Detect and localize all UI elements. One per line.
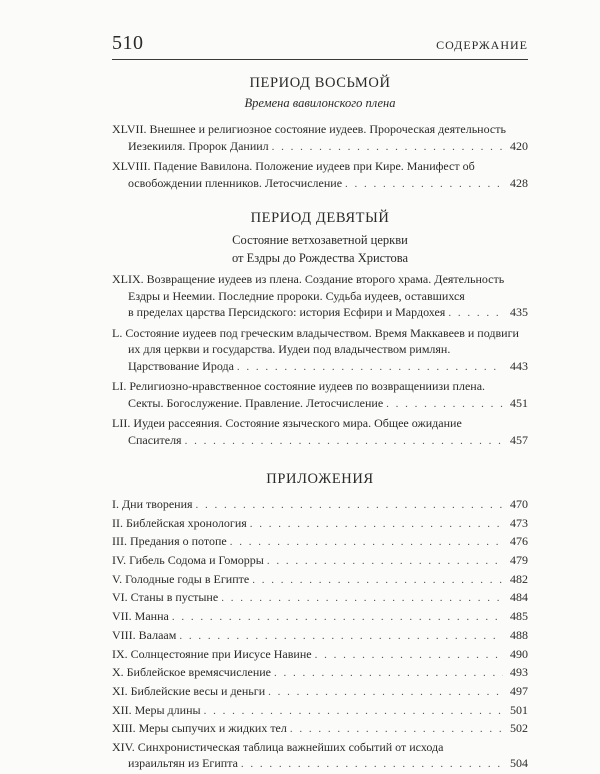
toc-entry-line: XLIX. Возвращение иудеев из плена. Создание второго храма. Деятельность (112, 272, 505, 286)
dot-leader (172, 609, 503, 626)
toc-entry-title: I. Дни творения (112, 497, 193, 511)
dot-leader (267, 553, 503, 570)
toc-entry-title: Царствование Ирода (128, 358, 234, 373)
toc-entry[interactable] (112, 627, 528, 645)
toc-entry-page: 482 (510, 571, 528, 586)
toc-entry[interactable] (112, 552, 528, 570)
dot-leader (196, 497, 503, 514)
toc-entry-line: XLVIII. Падение Вавилона. Положение иудеев при Кире. Манифест об (112, 159, 475, 173)
toc-entry-page: 484 (510, 590, 528, 605)
period-eight-section (112, 75, 528, 192)
toc-entry-title: израильтян из Египта (128, 756, 238, 771)
toc-entry-last-line (112, 138, 528, 156)
toc-entry-last-line (112, 702, 528, 720)
toc-entry-page: 457 (510, 432, 528, 447)
toc-entry-page: 497 (510, 683, 528, 698)
period-nine-subtitle-2: от Ездры до Рождества Христова (231, 251, 409, 265)
toc-entry-page: 490 (510, 646, 528, 661)
dot-leader (221, 590, 503, 607)
toc-entry-page: 493 (510, 665, 528, 680)
toc-entry[interactable] (112, 646, 528, 664)
dot-leader (268, 684, 503, 701)
toc-entry-page: 476 (510, 534, 528, 549)
toc-entry[interactable] (112, 589, 528, 607)
toc-entry[interactable] (112, 571, 528, 589)
toc-entry-last-line (112, 395, 528, 413)
toc-entry[interactable] (112, 325, 528, 376)
toc-entry-last-line (112, 496, 528, 514)
period-nine-section (112, 210, 528, 449)
period-nine-entries (112, 271, 528, 449)
page-number: 510 (112, 32, 144, 54)
toc-entry-line: LII. Иудеи рассеяния. Состояние языческого мира. Общее ожидание (112, 416, 462, 430)
dot-leader (185, 433, 503, 450)
appendices-entries (112, 496, 528, 773)
toc-entry-page: 485 (510, 609, 528, 624)
toc-entry-title: XII. Меры длины (112, 702, 201, 717)
toc-entry-title: Секты. Богослужение. Правление. Летосчисление (128, 395, 384, 410)
dot-leader (448, 305, 503, 322)
toc-entry[interactable] (112, 664, 528, 682)
toc-entry-last-line (112, 533, 528, 551)
appendices-heading: ПРИЛОЖЕНИЯ (266, 471, 374, 487)
running-title: СОДЕРЖАНИЕ (436, 38, 528, 52)
toc-entry-page: 420 (510, 138, 528, 153)
toc-entry-title: III. Предания о потопе (112, 534, 227, 549)
appendices-section (112, 471, 528, 773)
running-head (112, 32, 528, 60)
toc-entry-title: II. Библейская хронология (112, 515, 247, 530)
toc-entry-title: X. Библейское времясчисление (112, 665, 271, 680)
dot-leader (290, 721, 503, 738)
dot-leader (204, 703, 503, 720)
toc-entry-page: 473 (510, 515, 528, 530)
toc-entry-last-line (112, 589, 528, 607)
toc-entry[interactable] (112, 378, 528, 412)
toc-entry-title: Иезекииля. Пророк Даниил (128, 138, 269, 153)
toc-entry[interactable] (112, 608, 528, 626)
toc-entry-last-line (112, 515, 528, 533)
toc-entry-last-line (112, 175, 528, 193)
dot-leader (272, 139, 503, 156)
toc-entry-page: 428 (510, 175, 528, 190)
toc-entry-title: XIII. Меры сыпучих и жидких тел (112, 721, 287, 736)
toc-entry-last-line (112, 627, 528, 645)
toc-entry-line: Ездры и Неемии. Последние пророки. Судьба иудеев, оставшихся (128, 288, 465, 303)
toc-entry-last-line (112, 571, 528, 589)
dot-leader (386, 396, 503, 413)
toc-entry-last-line (112, 304, 528, 322)
toc-entry[interactable] (112, 739, 528, 773)
toc-entry[interactable] (112, 496, 528, 514)
toc-entry-line: их для церкви и государства. Иудеи под владычеством римлян. (128, 342, 451, 356)
toc-entry-page: 501 (510, 702, 528, 717)
toc-entry-page: 443 (510, 358, 528, 373)
toc-entry-title: IX. Солнцестояние при Иисусе Навине (112, 646, 312, 661)
period-nine-heading: ПЕРИОД ДЕВЯТЫЙ (250, 210, 390, 226)
toc-entry-page: 502 (510, 721, 528, 736)
toc-entry-page: 479 (510, 553, 528, 568)
toc-entry-page: 451 (510, 395, 528, 410)
toc-entry-title: VIII. Валаам (112, 627, 177, 642)
toc-entry[interactable] (112, 515, 528, 533)
period-eight-entries (112, 121, 528, 192)
toc-entry-line: L. Состояние иудеев под греческим владычеством. Время Маккавеев и подвиги (112, 325, 519, 340)
dot-leader (315, 647, 503, 664)
toc-entry-title: Спасителя (128, 432, 182, 447)
toc-entry-last-line (112, 358, 528, 376)
toc-entry-title: VII. Манна (112, 609, 169, 624)
toc-entry-last-line (112, 664, 528, 682)
dot-leader (345, 176, 503, 193)
toc-entry-last-line (112, 646, 528, 664)
toc-entry[interactable] (112, 415, 528, 449)
dot-leader (252, 572, 503, 589)
period-eight-subtitle: Времена вавилонского плена (244, 96, 396, 110)
toc-entry[interactable] (112, 271, 528, 322)
toc-entry-title: в пределах царства Персидского: история Есфири и Мардохея (128, 305, 446, 319)
toc-entry-title: освобождении пленников. Летосчисление (128, 175, 343, 190)
toc-entry-line: LI. Религиозно-нравственное состояние иудеев по возвращениизи плена. (112, 379, 486, 393)
toc-entry[interactable] (112, 720, 528, 738)
toc-entry-last-line (112, 683, 528, 701)
toc-entry-title: V. Голодные годы в Египте (112, 571, 250, 586)
toc-entry-last-line (112, 720, 528, 738)
toc-entry-line: XIV. Синхронистическая таблица важнейших событий от исхода (112, 739, 444, 754)
dot-leader (274, 665, 503, 682)
toc-entry-page: 488 (510, 627, 528, 642)
dot-leader (179, 628, 503, 645)
toc-entry-last-line (112, 608, 528, 626)
toc-entry[interactable] (112, 121, 528, 155)
dot-leader (241, 756, 503, 773)
toc-entry-last-line (112, 432, 528, 450)
toc-entry-title: VI. Станы в пустыне (112, 590, 219, 605)
toc-entry[interactable] (112, 702, 528, 720)
toc-content (112, 75, 528, 774)
toc-entry-page: 470 (510, 497, 528, 511)
dot-leader (230, 534, 503, 551)
dot-leader (250, 516, 503, 533)
dot-leader (237, 359, 503, 376)
toc-entry[interactable] (112, 683, 528, 701)
toc-entry[interactable] (112, 533, 528, 551)
toc-entry[interactable] (112, 158, 528, 192)
period-nine-subtitle-1: Состояние ветхозаветной церкви (232, 233, 408, 247)
toc-entry-title: IV. Гибель Содома и Гоморры (112, 553, 264, 568)
period-eight-heading: ПЕРИОД ВОСЬМОЙ (249, 75, 391, 91)
toc-entry-line: XLVII. Внешнее и религиозное состояние иудеев. Пророческая деятельность (112, 122, 506, 136)
toc-entry-title: XI. Библейские весы и деньги (112, 683, 266, 698)
toc-entry-page: 435 (510, 305, 528, 319)
toc-entry-last-line (112, 755, 528, 773)
toc-entry-last-line (112, 552, 528, 570)
toc-entry-page: 504 (510, 756, 528, 771)
